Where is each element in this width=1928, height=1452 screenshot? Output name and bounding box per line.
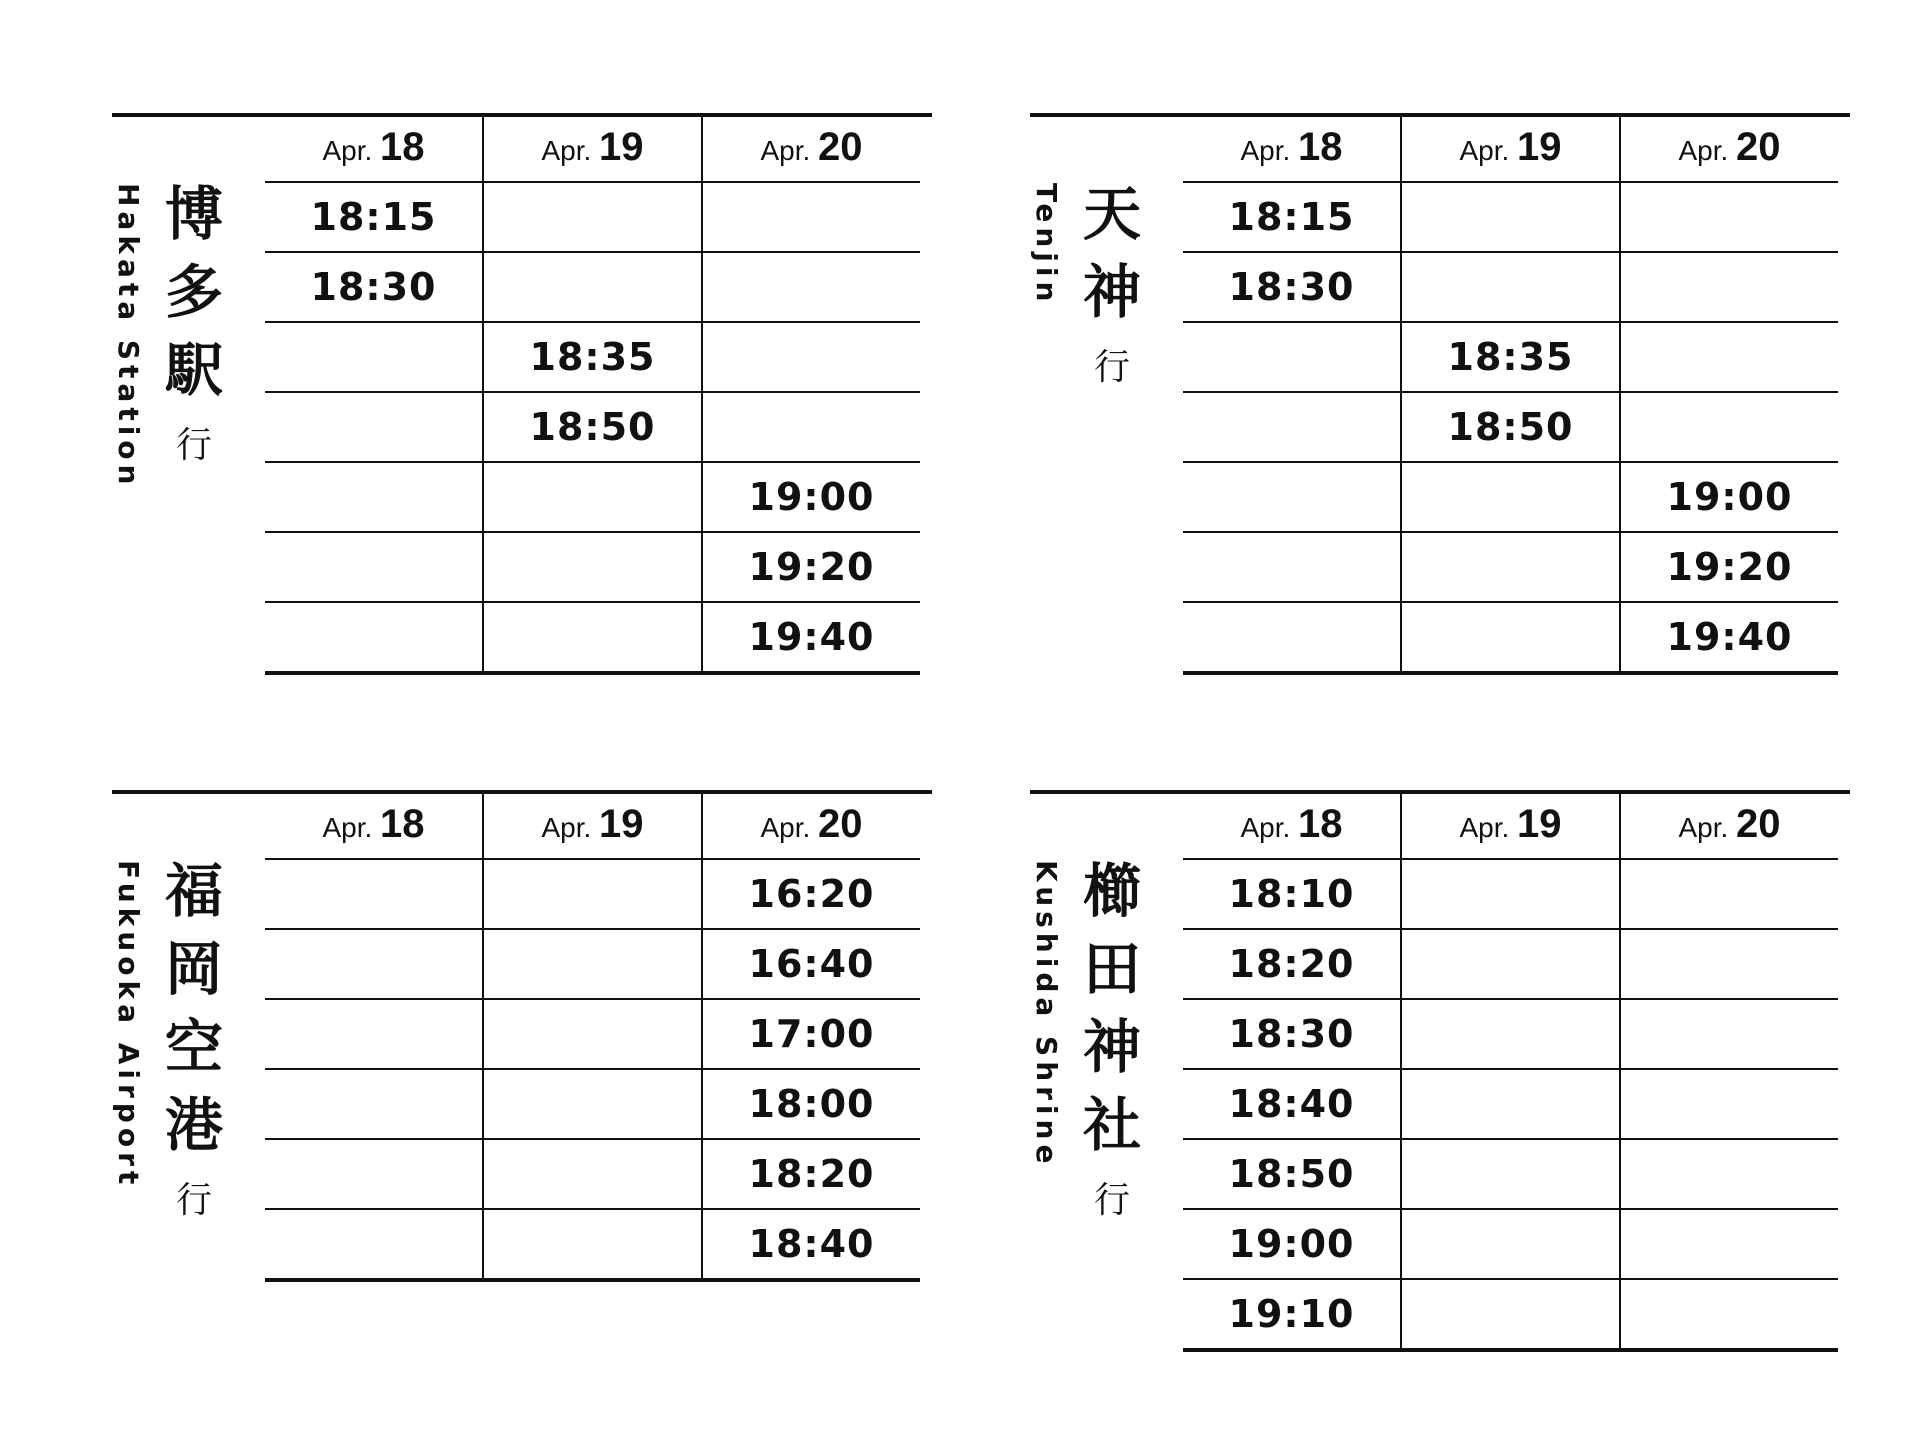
time-cell [1183, 532, 1401, 602]
time-cell [702, 859, 920, 929]
header-row [265, 790, 920, 859]
table-row [1183, 859, 1838, 929]
time-cell [1183, 859, 1401, 929]
date-day: 18 [1298, 124, 1343, 169]
table-row [265, 392, 920, 462]
table-row [1183, 322, 1838, 392]
date-month: Apr. [1678, 134, 1737, 166]
time-cell [483, 859, 702, 929]
time-cell [483, 532, 702, 602]
departure-time: 18:00 [748, 1082, 875, 1126]
departure-time: 18:35 [529, 335, 656, 379]
time-cell [265, 182, 483, 252]
time-cell [702, 182, 920, 252]
time-cell [702, 532, 920, 602]
departure-time: 18:40 [1228, 1082, 1355, 1126]
time-cell [1620, 1209, 1838, 1279]
date-header [265, 113, 483, 182]
time-cell [1401, 1069, 1620, 1139]
departure-time: 16:20 [748, 872, 875, 916]
date-day: 19 [599, 801, 644, 846]
time-cell [483, 1069, 702, 1139]
date-header [265, 790, 483, 859]
date-month: Apr. [322, 134, 381, 166]
time-cell [1401, 252, 1620, 322]
time-cell [1620, 322, 1838, 392]
table-row [265, 462, 920, 532]
time-cell [702, 252, 920, 322]
kanji-character: 神 [1082, 258, 1141, 326]
time-cell [1183, 182, 1401, 252]
table-row [265, 322, 920, 392]
table-row [265, 532, 920, 602]
time-cell [265, 929, 483, 999]
date-month: Apr. [1459, 811, 1518, 843]
schedule-table [265, 113, 920, 675]
time-cell [1183, 602, 1401, 673]
time-cell [1620, 182, 1838, 252]
time-cell [1183, 1209, 1401, 1279]
date-month: Apr. [322, 811, 381, 843]
date-header [702, 113, 920, 182]
table-row [1183, 1069, 1838, 1139]
time-cell [1620, 929, 1838, 999]
date-month: Apr. [760, 811, 819, 843]
table-row [265, 182, 920, 252]
destination-suffix: 行 [1093, 347, 1130, 388]
table-row [1183, 929, 1838, 999]
time-cell [702, 1209, 920, 1280]
date-month: Apr. [1240, 134, 1299, 166]
table-row [265, 999, 920, 1069]
time-cell [702, 1139, 920, 1209]
table-row [265, 1069, 920, 1139]
schedule-table [265, 790, 920, 1282]
destination-label [1030, 113, 1180, 673]
time-cell [265, 602, 483, 673]
table-row [1183, 999, 1838, 1069]
departure-time: 18:50 [529, 405, 656, 449]
destination-kanji [1080, 175, 1144, 331]
table-row [1183, 392, 1838, 462]
time-cell [1183, 392, 1401, 462]
departure-time: 17:00 [748, 1012, 875, 1056]
destination-suffix: 行 [1093, 1180, 1130, 1221]
kanji-character: 社 [1082, 1091, 1141, 1159]
kanji-character: 港 [164, 1091, 223, 1159]
time-cell [1620, 1069, 1838, 1139]
destination-label [112, 790, 262, 1350]
departure-time: 18:20 [748, 1152, 875, 1196]
time-cell [483, 929, 702, 999]
date-header [1401, 113, 1620, 182]
departure-time: 18:15 [1228, 195, 1355, 239]
departure-time: 19:20 [748, 545, 875, 589]
time-cell [1183, 322, 1401, 392]
time-cell [265, 1069, 483, 1139]
time-cell [265, 252, 483, 322]
time-cell [1401, 602, 1620, 673]
schedule-table [1183, 113, 1838, 675]
departure-time: 16:40 [748, 942, 875, 986]
table-row [1183, 602, 1838, 673]
date-month: Apr. [541, 811, 600, 843]
date-header [1620, 790, 1838, 859]
destination-suffix: 行 [175, 1180, 212, 1221]
time-cell [1401, 462, 1620, 532]
date-month: Apr. [1678, 811, 1737, 843]
time-cell [265, 999, 483, 1069]
time-cell [1620, 999, 1838, 1069]
destination-romaji: Hakata Station [112, 183, 145, 490]
departure-time: 19:00 [1228, 1222, 1355, 1266]
time-cell [265, 859, 483, 929]
date-day: 19 [1517, 124, 1562, 169]
date-header [1401, 790, 1620, 859]
time-cell [1620, 462, 1838, 532]
time-cell [702, 602, 920, 673]
departure-time: 19:40 [1666, 615, 1793, 659]
table-row [1183, 182, 1838, 252]
time-cell [1620, 602, 1838, 673]
table-row [1183, 532, 1838, 602]
departure-time: 18:50 [1228, 1152, 1355, 1196]
departure-time: 18:30 [1228, 265, 1355, 309]
time-cell [702, 322, 920, 392]
date-month: Apr. [1459, 134, 1518, 166]
destination-kanji [162, 175, 226, 409]
date-day: 18 [1298, 801, 1343, 846]
time-cell [702, 1069, 920, 1139]
time-cell [1620, 392, 1838, 462]
date-header [702, 790, 920, 859]
departure-time: 18:40 [748, 1222, 875, 1266]
date-month: Apr. [541, 134, 600, 166]
date-header [483, 113, 702, 182]
departure-time: 18:50 [1447, 405, 1574, 449]
table-row [265, 602, 920, 673]
time-cell [1401, 859, 1620, 929]
departure-time: 18:35 [1447, 335, 1574, 379]
destination-romaji: Fukuoka Airport [112, 860, 145, 1190]
kanji-character: 神 [1082, 1013, 1141, 1081]
kanji-character: 多 [164, 258, 223, 326]
kanji-character: 空 [164, 1013, 223, 1081]
time-cell [265, 1209, 483, 1280]
date-header [1620, 113, 1838, 182]
departure-time: 18:30 [1228, 1012, 1355, 1056]
time-cell [483, 999, 702, 1069]
date-day: 18 [380, 801, 425, 846]
time-cell [1183, 252, 1401, 322]
table-row [265, 859, 920, 929]
table-row [265, 1139, 920, 1209]
departure-time: 19:10 [1228, 1292, 1355, 1336]
kanji-character: 駅 [164, 336, 223, 404]
kanji-character: 岡 [164, 935, 223, 1003]
header-row [1183, 790, 1838, 859]
table-row [1183, 252, 1838, 322]
table-row [1183, 1139, 1838, 1209]
time-cell [702, 999, 920, 1069]
destination-label [112, 113, 262, 673]
time-cell [483, 462, 702, 532]
time-cell [1401, 182, 1620, 252]
time-cell [1620, 252, 1838, 322]
schedule-table [1183, 790, 1838, 1352]
time-cell [265, 532, 483, 602]
kanji-character: 田 [1082, 935, 1141, 1003]
destination-kanji [1080, 852, 1144, 1164]
time-cell [265, 322, 483, 392]
time-cell [1620, 859, 1838, 929]
destination-romaji: Tenjin [1030, 183, 1063, 307]
date-day: 20 [1736, 124, 1781, 169]
time-cell [1183, 462, 1401, 532]
date-day: 20 [818, 801, 863, 846]
time-cell [1183, 1139, 1401, 1209]
time-cell [483, 1209, 702, 1280]
time-cell [483, 182, 702, 252]
departure-time: 19:00 [1666, 475, 1793, 519]
time-cell [483, 602, 702, 673]
date-day: 20 [818, 124, 863, 169]
destination-kanji [162, 852, 226, 1164]
table-row [1183, 1279, 1838, 1350]
time-cell [1620, 1279, 1838, 1350]
table-row [265, 252, 920, 322]
departure-time: 18:20 [1228, 942, 1355, 986]
header-row [1183, 113, 1838, 182]
departure-time: 19:00 [748, 475, 875, 519]
departure-time: 18:10 [1228, 872, 1355, 916]
date-header [1183, 113, 1401, 182]
header-row [265, 113, 920, 182]
date-day: 18 [380, 124, 425, 169]
time-cell [1401, 1209, 1620, 1279]
time-cell [1401, 999, 1620, 1069]
time-cell [1620, 1139, 1838, 1209]
time-cell [1183, 929, 1401, 999]
time-cell [702, 392, 920, 462]
table-row [1183, 1209, 1838, 1279]
time-cell [702, 462, 920, 532]
time-cell [265, 1139, 483, 1209]
departure-time: 19:40 [748, 615, 875, 659]
table-row [265, 929, 920, 999]
kanji-character: 福 [164, 857, 223, 925]
time-cell [1183, 999, 1401, 1069]
time-cell [483, 322, 702, 392]
time-cell [1401, 392, 1620, 462]
time-cell [1401, 532, 1620, 602]
time-cell [1401, 929, 1620, 999]
time-cell [1183, 1069, 1401, 1139]
date-header [483, 790, 702, 859]
time-cell [265, 392, 483, 462]
departure-time: 18:30 [310, 265, 437, 309]
date-day: 19 [1517, 801, 1562, 846]
kanji-character: 博 [164, 180, 223, 248]
time-cell [1183, 1279, 1401, 1350]
time-cell [265, 462, 483, 532]
kanji-character: 櫛 [1082, 857, 1141, 925]
time-cell [1401, 1279, 1620, 1350]
time-cell [483, 252, 702, 322]
date-day: 19 [599, 124, 644, 169]
time-cell [702, 929, 920, 999]
time-cell [483, 1139, 702, 1209]
time-cell [1620, 532, 1838, 602]
table-row [265, 1209, 920, 1280]
departure-time: 19:20 [1666, 545, 1793, 589]
kanji-character: 天 [1082, 180, 1141, 248]
destination-label [1030, 790, 1180, 1350]
time-cell [483, 392, 702, 462]
destination-romaji: Kushida Shrine [1030, 860, 1063, 1169]
date-month: Apr. [1240, 811, 1299, 843]
destination-suffix: 行 [175, 425, 212, 466]
time-cell [1401, 1139, 1620, 1209]
table-row [1183, 462, 1838, 532]
date-month: Apr. [760, 134, 819, 166]
date-header [1183, 790, 1401, 859]
departure-time: 18:15 [310, 195, 437, 239]
time-cell [1401, 322, 1620, 392]
date-day: 20 [1736, 801, 1781, 846]
